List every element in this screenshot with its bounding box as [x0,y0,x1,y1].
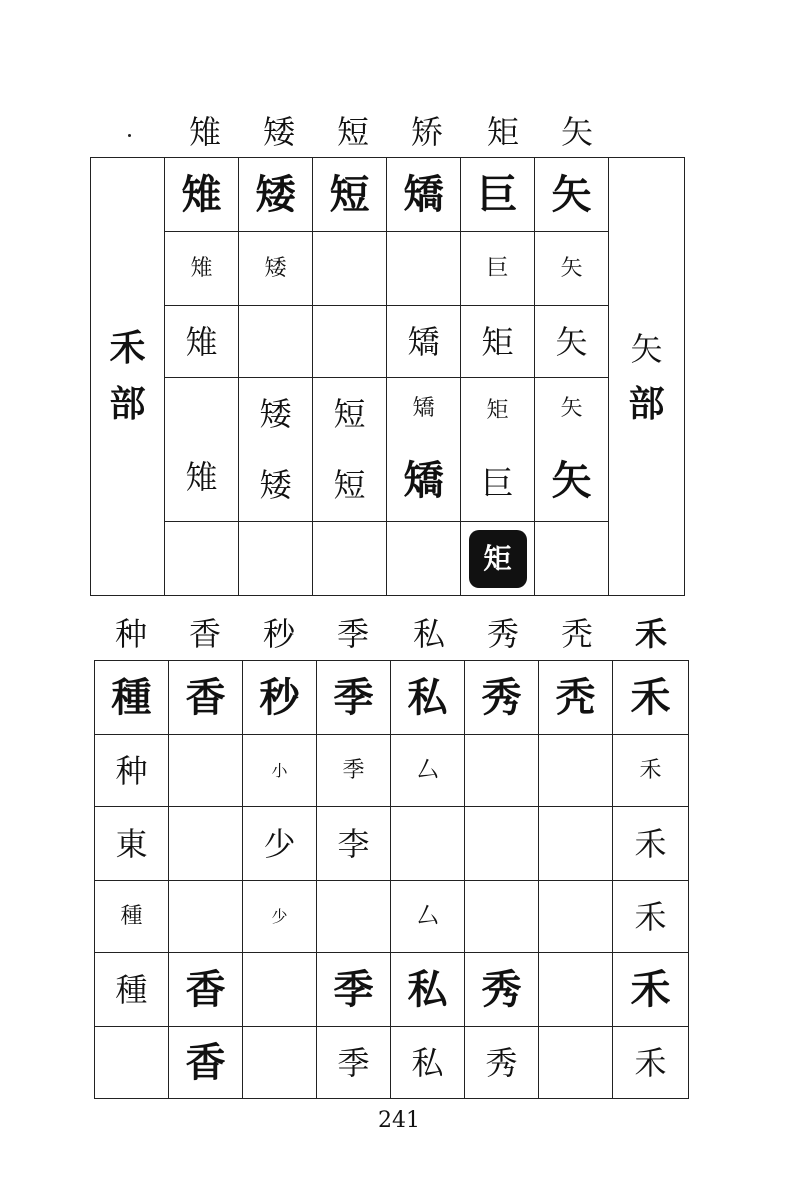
bottom-cell [169,807,243,881]
bottom-header-0: 种 [114,615,147,653]
top-cell [313,232,387,306]
top-cell: 矩 [461,306,535,378]
bottom-header-4: 私 [412,615,445,653]
top-cell: 雉 [165,232,239,306]
top-table [90,157,685,596]
bottom-cell [539,807,613,881]
top-header-2: 短 [336,113,369,151]
bottom-cell: 種 [95,881,169,953]
top-cell-tall: 短 短 [313,378,387,522]
top-cell [313,522,387,596]
top-cell: 矯 [387,306,461,378]
bottom-cell: 種 [95,661,169,735]
bottom-cell: 种 [95,735,169,807]
top-cell: 雉 [165,306,239,378]
bullet-dot [128,134,131,137]
top-header-4: 矩 [486,113,519,151]
bottom-cell: 厶 [391,735,465,807]
page-number: 241 [378,1108,420,1133]
top-cell [387,522,461,596]
bottom-cell: 禾 [613,1027,689,1099]
bottom-cell: 東 [95,807,169,881]
left-label-1: 禾 [109,327,146,369]
bottom-cell: 秃 [539,661,613,735]
bottom-cell: 季 [317,735,391,807]
top-cell-tall: 雉 [165,378,239,522]
bottom-cell: 香 [169,953,243,1027]
top-cell-tall: 矢 矢 [535,378,609,522]
bottom-cell: 禾 [613,735,689,807]
top-cell [387,232,461,306]
bottom-cell: 小 [243,735,317,807]
bottom-cell: 私 [391,953,465,1027]
bottom-cell: 秀 [465,1027,539,1099]
bottom-cell: 禾 [613,807,689,881]
left-label-2: 部 [109,383,146,425]
top-cell [239,522,313,596]
bottom-cell: 秀 [465,661,539,735]
bottom-header-3: 季 [336,615,369,653]
bottom-cell: 香 [169,1027,243,1099]
top-header-5: 矢 [560,113,593,151]
top-cell: 矮 [239,232,313,306]
top-header-0: 雉 [188,113,221,151]
top-cell: 短 [313,158,387,232]
right-label-1: 矢 [630,329,663,368]
right-label-2: 部 [628,383,665,425]
bottom-cell: 季 [317,661,391,735]
right-radical-label [609,158,685,596]
bottom-cell: 種 [95,953,169,1027]
top-cell: 矢 [535,158,609,232]
bottom-cell [465,807,539,881]
bottom-table [94,660,689,1099]
top-cell-seal [461,522,535,596]
bottom-cell [95,1027,169,1099]
top-cell: 雉 [165,158,239,232]
bottom-header-1: 香 [188,615,221,653]
bottom-cell: 厶 [391,881,465,953]
bottom-cell: 少 [243,881,317,953]
bottom-cell [539,1027,613,1099]
bottom-cell: 秒 [243,661,317,735]
bottom-cell: 季 [317,1027,391,1099]
bottom-cell [169,881,243,953]
top-cell [239,306,313,378]
bottom-cell [169,735,243,807]
bottom-cell [243,1027,317,1099]
top-cell: 矮 [239,158,313,232]
bottom-cell [317,881,391,953]
bottom-cell [539,953,613,1027]
bottom-cell: 禾 [613,661,689,735]
bottom-cell: 私 [391,1027,465,1099]
top-cell-tall: 矩 巨 [461,378,535,522]
bottom-cell: 季 [317,953,391,1027]
bottom-cell: 私 [391,661,465,735]
top-cell: 矯 [387,158,461,232]
top-cell: 矢 [535,232,609,306]
bottom-cell [465,735,539,807]
bottom-cell: 少 [243,807,317,881]
top-cell: 巨 [461,158,535,232]
top-header-1: 矮 [262,113,295,151]
bottom-cell: 禾 [613,953,689,1027]
bottom-cell: 香 [169,661,243,735]
bottom-cell: 秀 [465,953,539,1027]
bottom-header-7: 禾 [634,615,667,653]
bottom-header-5: 秀 [486,615,519,653]
top-cell [535,522,609,596]
bottom-cell [465,881,539,953]
top-header-3: 矫 [410,113,443,151]
top-cell [165,522,239,596]
top-cell [313,306,387,378]
bottom-cell: 李 [317,807,391,881]
bottom-cell [243,953,317,1027]
top-cell: 矢 [535,306,609,378]
top-cell-tall: 矮 矮 [239,378,313,522]
bottom-header-2: 秒 [262,615,295,653]
bottom-cell [391,807,465,881]
bottom-cell [539,735,613,807]
bottom-cell [539,881,613,953]
top-cell-tall: 矯 矯 [387,378,461,522]
left-radical-label [91,158,165,596]
top-cell: 巨 [461,232,535,306]
seal-stamp: 矩 [469,530,527,588]
bottom-cell: 禾 [613,881,689,953]
bottom-header-6: 秃 [560,615,593,653]
